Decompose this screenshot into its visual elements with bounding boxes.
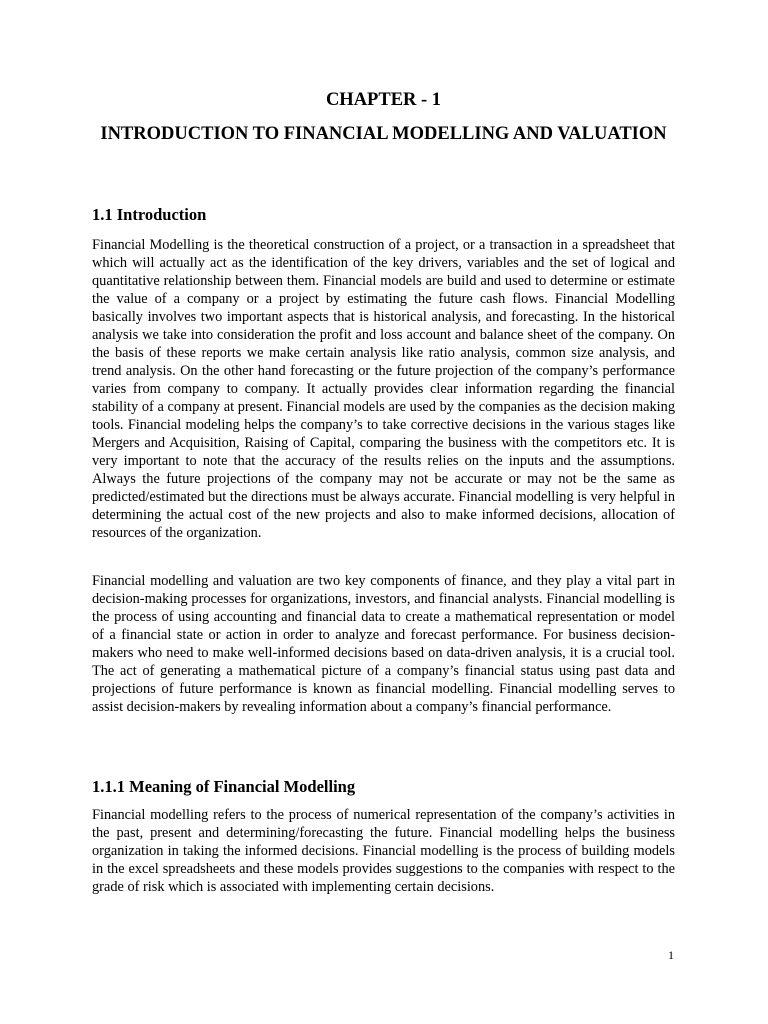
meaning-paragraph-1: Financial modelling refers to the process of numerical representation of the company’s activities in the past, present and determining/forecasting the future. Financial modelling helps the business organization in taking the informed decisions. Financial modelling is the process of building models in the excel spreadsheets and these models provides suggestions to the companies with respect to the grade of risk which is associated with implementing certain decisions. (92, 807, 675, 895)
page-number: 1 (668, 948, 674, 962)
chapter-number: CHAPTER - 1 (325, 90, 442, 110)
chapter-title: INTRODUCTION TO FINANCIAL MODELLING AND VALUATION (100, 124, 667, 144)
section-heading-introduction: 1.1 Introduction (92, 205, 207, 224)
introduction-paragraph-1: Financial Modelling is the theoretical construction of a project, or a transaction in a spreadsheet that which will actually act as the identification of the key drivers, variables and the set of logical and quantitative relationship between them. Financial models are build and used to determine or estimate the value of a company or a project by estimating the future cash flows. Financial Modelling basically involves two important aspects that is historical analysis, and forecasting. In the historical analysis we take into consideration the profit and loss account and balance sheet of the company. On the basis of these reports we make certain analysis like ratio analysis, common size analysis, and trend analysis. On the other hand forecasting or the future projection of the company’s performance varies from company to company. It actually provides clear information regarding the financial stability of a company at present. Financial models are used by the companies as the decision making tools. Financial modeling helps the company’s to take corrective decisions in the various stages like Mergers and Acquisition, Raising of Capital, comparing the business with the competitors etc. It is very important to note that the accuracy of the results relies on the inputs and the assumptions. Always the future projections of the company may not be accurate or may not be the same as predicted/estimated but the directions must be always accurate. Financial modelling is very helpful in determining the actual cost of the new projects and also to make informed decisions, allocation of resources of the organization. (92, 237, 675, 541)
introduction-paragraph-2: Financial modelling and valuation are two key components of finance, and they play a vital part in decision-making processes for organizations, investors, and financial analysts. Financial modelling is the process of using accounting and financial data to create a mathematical representation or model of a financial state or action in order to analyze and forecast performance. For business decision-makers who need to make well-informed decisions based on data-driven analysis, it is a crucial tool. The act of generating a mathematical picture of a company’s financial status using past data and projections of future performance is known as financial modelling. Financial modelling serves to assist decision-makers by revealing information about a company’s financial performance. (92, 573, 675, 715)
section-heading-meaning: 1.1.1 Meaning of Financial Modelling (92, 777, 356, 796)
